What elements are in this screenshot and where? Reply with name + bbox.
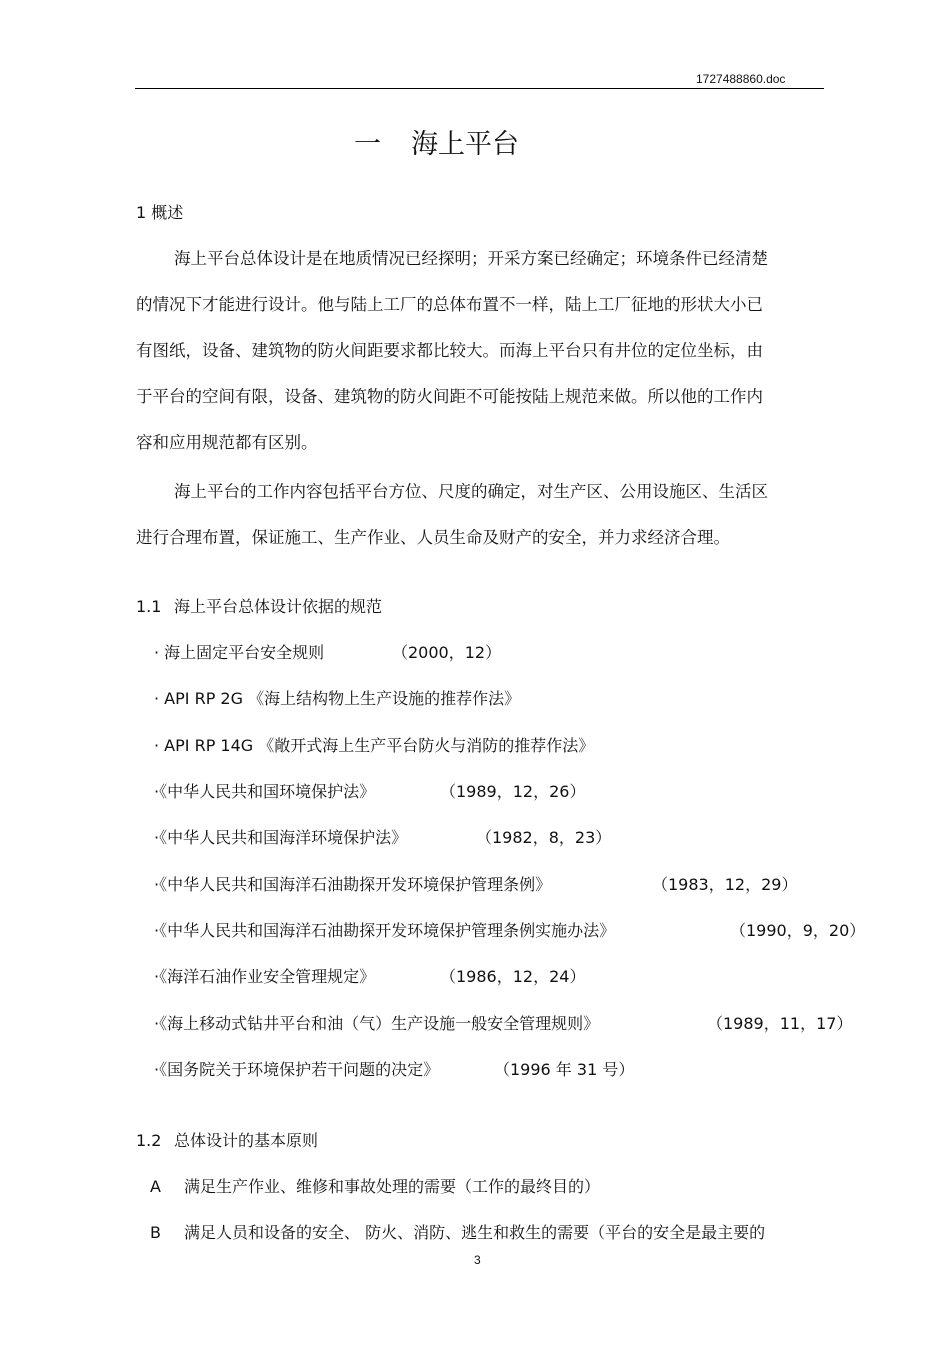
regulation-name: ·《海上移动式钻井平台和油（气）生产设施一般安全管理规则》 [154, 1014, 600, 1033]
section-title: 总体设计的基本原则 [174, 1131, 319, 1150]
regulation-item [154, 1011, 853, 1034]
regulation-item [154, 733, 594, 756]
regulation-name: ·《中华人民共和国海洋石油勘探开发环境保护管理条例实施办法》 [154, 921, 616, 940]
paragraph-line: 进行合理布置，保证施工、生产作业、人员生命及财产的安全，并力求经济合理。 [136, 528, 730, 547]
paragraph-line: 海上平台总体设计是在地质情况已经探明；开采方案已经确定；环境条件已经清楚 [174, 249, 768, 268]
regulation-name: ·《中华人民共和国环境保护法》 [154, 782, 376, 801]
regulation-name: ·《中华人民共和国海洋环境保护法》 [154, 828, 408, 847]
title-number: 一 [354, 129, 381, 160]
regulation-item [154, 964, 586, 987]
page-number: 3 [474, 1253, 481, 1267]
section-1-2-heading [136, 1128, 318, 1151]
regulation-date: （1983，12，29） [652, 875, 798, 894]
title-text: 海上平台 [411, 129, 519, 160]
principle-letter: B [150, 1223, 161, 1242]
page-title [354, 122, 519, 161]
regulation-item [154, 918, 866, 941]
header-rule [135, 88, 824, 89]
principle-item [150, 1174, 600, 1197]
regulation-name: · API RP 14G 《敞开式海上生产平台防火与消防的推荐作法》 [154, 736, 595, 755]
regulation-date: （2000，12） [392, 643, 502, 662]
header-filename: 1727488860.doc [696, 72, 786, 86]
regulation-date: （1989，11，17） [707, 1014, 853, 1033]
section-title: 海上平台总体设计依据的规范 [174, 597, 383, 616]
regulation-name: ·《中华人民共和国海洋石油勘探开发环境保护管理条例》 [154, 875, 552, 894]
regulation-date: （1996 年 31 号） [494, 1060, 635, 1079]
paragraph-line: 容和应用规范都有区别。 [136, 433, 318, 452]
regulation-date: （1989，12，26） [440, 782, 586, 801]
regulation-name: ·《海洋石油作业安全管理规定》 [154, 967, 376, 986]
regulation-name: · API RP 2G 《海上结构物上生产设施的推荐作法》 [154, 689, 521, 708]
regulation-item [154, 825, 612, 848]
regulation-item [154, 640, 502, 663]
regulation-item [154, 779, 586, 802]
regulation-date: （1982，8，23） [476, 828, 612, 847]
paragraph-line: 于平台的空间有限，设备、建筑物的防火间距不可能按陆上规范来做。所以他的工作内 [136, 387, 763, 406]
principle-letter: A [150, 1177, 161, 1196]
regulation-item [154, 686, 520, 709]
regulation-item [154, 872, 798, 895]
principle-text: 满足人员和设备的安全、 防火、消防、逃生和救生的需要（平台的安全是最主要的 [184, 1223, 766, 1242]
section-number: 1.2 [136, 1131, 162, 1150]
principle-item [150, 1220, 765, 1243]
paragraph-line: 的情况下才能进行设计。他与陆上工厂的总体布置不一样，陆上工厂征地的形状大小已 [136, 295, 763, 314]
regulation-name: · 海上固定平台安全规则 [154, 643, 325, 662]
section-number: 1.1 [136, 597, 162, 616]
paragraph-line: 海上平台的工作内容包括平台方位、尺度的确定，对生产区、公用设施区、生活区 [174, 482, 768, 501]
regulation-date: （1990，9，20） [730, 921, 866, 940]
regulation-name: ·《国务院关于环境保护若干问题的决定》 [154, 1060, 440, 1079]
principle-text: 满足生产作业、维修和事故处理的需要（工作的最终目的） [184, 1177, 601, 1196]
regulation-date: （1986，12，24） [440, 967, 586, 986]
regulation-item [154, 1057, 635, 1080]
paragraph-line: 有图纸，设备、建筑物的防火间距要求都比较大。而海上平台只有井位的定位坐标，由 [136, 341, 763, 360]
section-1-heading: 1 概述 [136, 203, 184, 222]
section-1-1-heading [136, 594, 382, 617]
